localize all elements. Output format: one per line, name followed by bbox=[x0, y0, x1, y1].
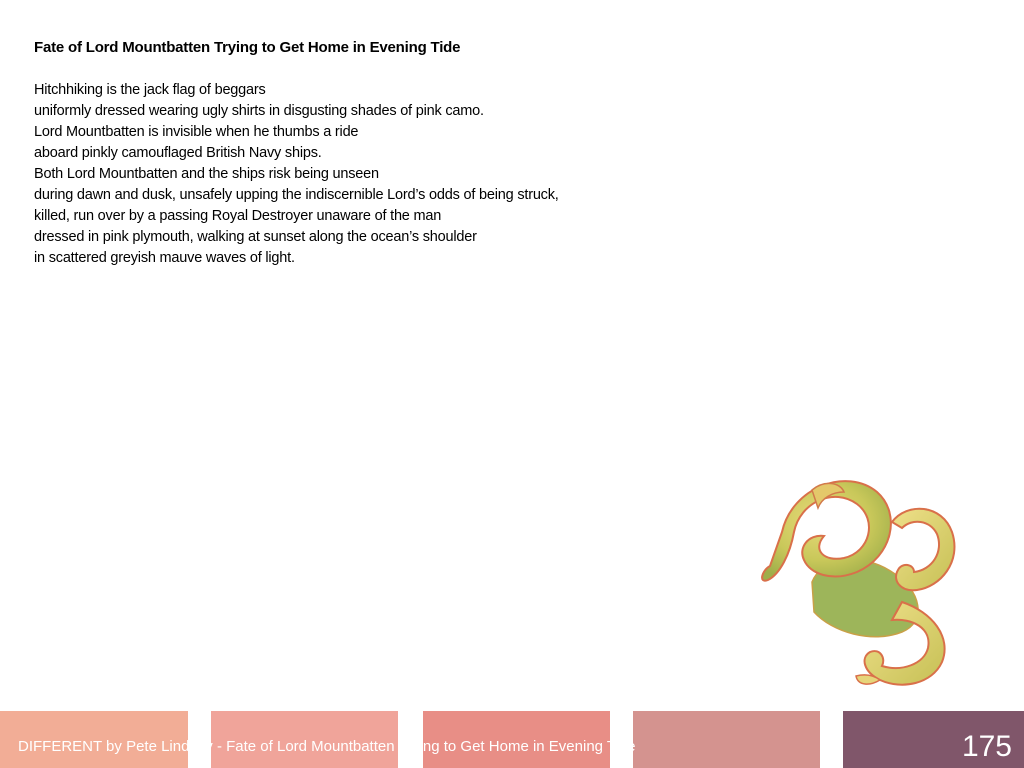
poem-body bbox=[34, 80, 559, 269]
poem-line: in scattered greyish mauve waves of light. bbox=[34, 250, 295, 266]
poem-line: Hitchhiking is the jack flag of beggars bbox=[34, 82, 266, 98]
poem-line: Lord Mountbatten is invisible when he thumbs a ride bbox=[34, 124, 359, 140]
curled-creature-illustration bbox=[752, 462, 966, 698]
poem-line: Both Lord Mountbatten and the ships risk being unseen bbox=[34, 166, 379, 182]
poem-line: aboard pinkly camouflaged British Navy ships. bbox=[34, 145, 322, 161]
poem-line: uniformly dressed wearing ugly shirts in disgusting shades of pink camo. bbox=[34, 103, 484, 119]
poem-line: killed, run over by a passing Royal Destroyer unaware of the man bbox=[34, 208, 442, 224]
footer-caption: DIFFERENT by Pete Lindsay - Fate of Lord Mountbatten Trying to Get Home in Evening Tide bbox=[18, 738, 636, 755]
page-number: 175 bbox=[961, 730, 1012, 763]
poem-line: during dawn and dusk, unsafely upping the indiscernible Lord’s odds of being struck, bbox=[34, 187, 559, 203]
poem-line: dressed in pink plymouth, walking at sunset along the ocean’s shoulder bbox=[34, 229, 477, 245]
poem-title: Fate of Lord Mountbatten Trying to Get Home in Evening Tide bbox=[34, 39, 461, 56]
footer-color-block bbox=[633, 711, 820, 768]
